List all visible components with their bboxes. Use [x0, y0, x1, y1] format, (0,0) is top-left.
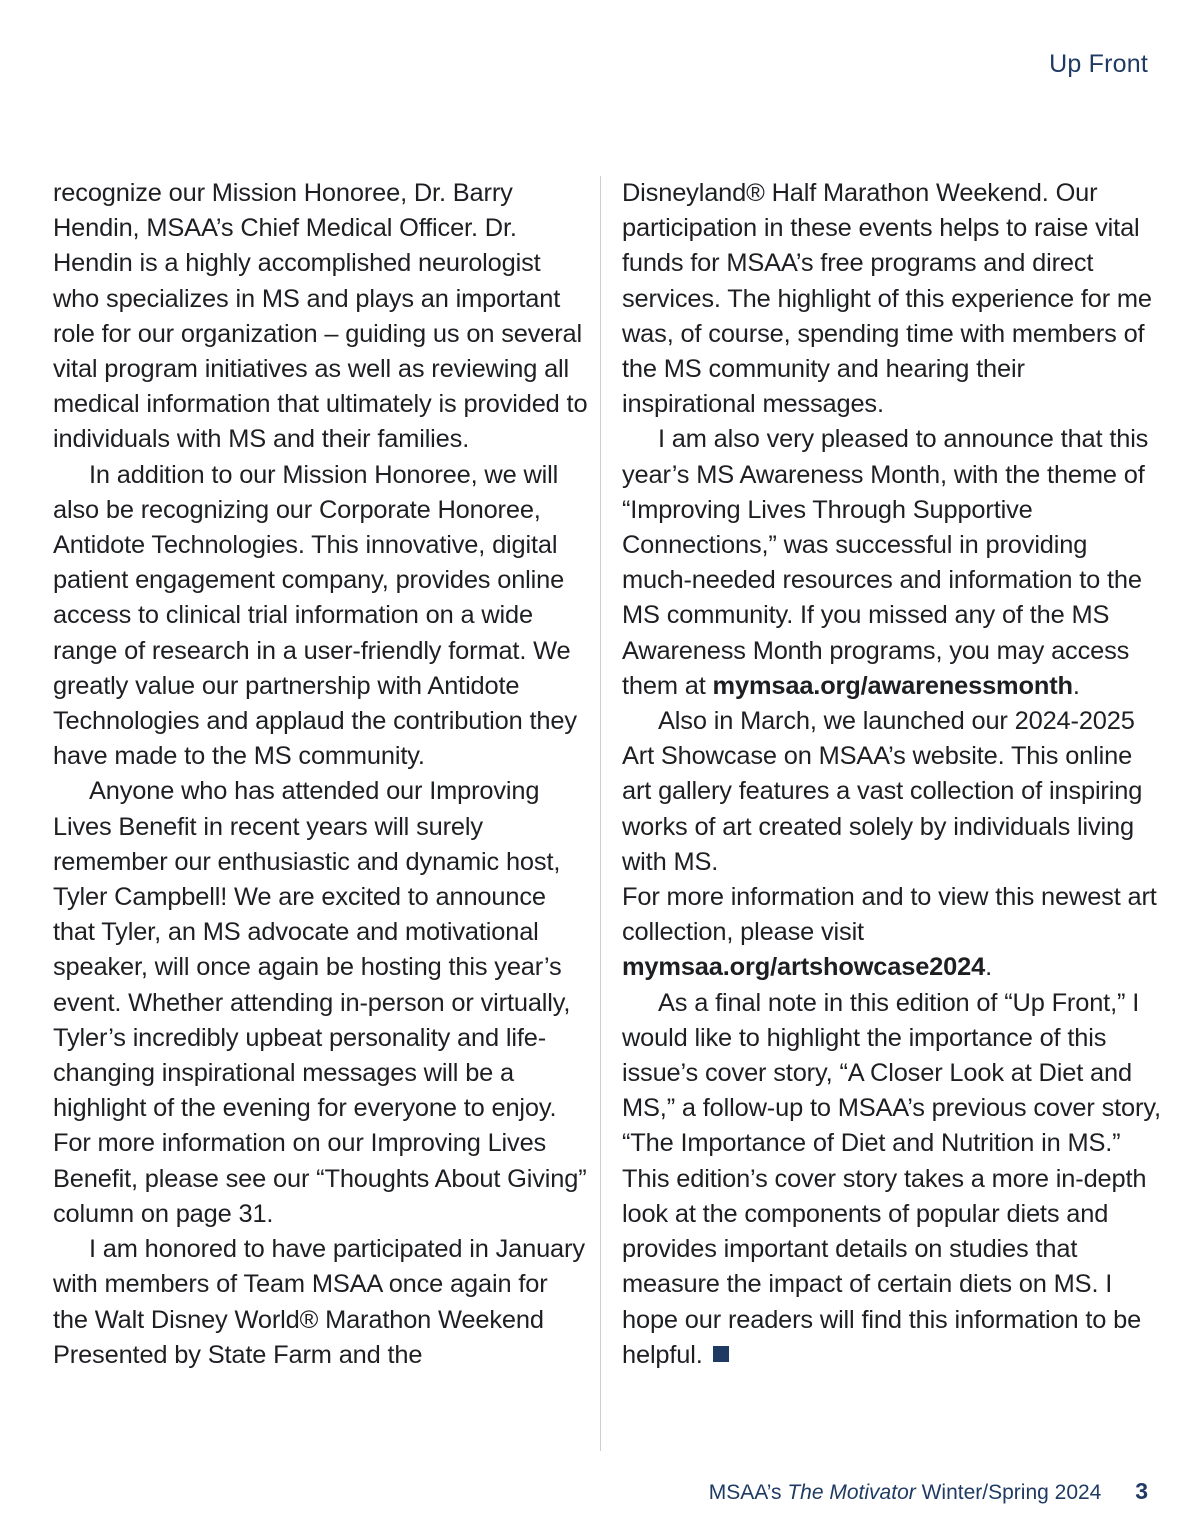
left-column [53, 176, 589, 1373]
paragraph [622, 986, 1162, 1373]
right-column [622, 176, 1162, 1373]
paragraph: Also in March, we launched our 2024-2025 Art Showcase on MSAA’s website. This online art gallery features a vast collection of inspiring works of art created solely by individuals living with MS. [622, 707, 1143, 876]
paragraph: For more information and to view this newest art collection, please visit mymsaa.org/artshowcase2024. [622, 883, 1157, 982]
paragraph: Disneyland® Half Marathon Weekend. Our participation in these events helps to raise vital funds for MSAA’s free programs and direct services. The highlight of this experience for me was, of course, spending time with members of the MS community and hearing their inspirational messages. [622, 179, 1152, 419]
art-showcase-link[interactable]: mymsaa.org/artshowcase2024 [622, 953, 986, 982]
paragraph-text: For more information and to view this newest art collection, please visit [622, 883, 1157, 947]
footer-prefix: MSAA’s [708, 1481, 782, 1504]
section-label: Up Front [1049, 50, 1148, 78]
paragraph: recognize our Mission Honoree, Dr. Barry Hendin, MSAA’s Chief Medical Officer. Dr. Hendin is a highly accomplished neurologist who specializes in MS and plays an important role for our organization – guiding us on several vital program initiatives as well as reviewing all medical information that ultimately is provided to individuals with MS and their families. [53, 179, 588, 454]
publication-title: The Motivator [787, 1481, 916, 1504]
issue-label: Winter/Spring 2024 [921, 1481, 1102, 1504]
column-divider [600, 176, 601, 1451]
paragraph: In addition to our Mission Honoree, we will also be recognizing our Corporate Honoree, Antidote Technologies. This innovative, digital patient engagement company, provides online access to clinical trial information on a wide range of research in a user-friendly format. We greatly value our partnership with Antidote Technologies and applaud the contribution they have made to the MS community. [53, 460, 577, 771]
page-number: 3 [1135, 1478, 1148, 1504]
paragraph: Anyone who has attended our Improving Lives Benefit in recent years will surely remember our enthusiastic and dynamic host, Tyler Campbell! We are excited to announce that Tyler, an MS advocate and motivational speaker, will once again be hosting this year’s event. Whether attending in-person or virtually, Tyler’s incredibly upbeat personality and life-changing inspirational messages will be a highlight of the evening for everyone to enjoy. For more information on our Improving Lives Benefit, please see our “Thoughts About Giving” column on page 31. [53, 777, 587, 1228]
paragraph: I am also very pleased to announce that this year’s MS Awareness Month, with the theme of “Improving Lives Through Supportive Connections,” was successful in providing much-needed resources and information to the MS community. If you missed any of the MS Awareness Month programs, you may access them at mymsaa.org/awarenessmonth. [622, 425, 1149, 700]
awareness-month-link[interactable]: mymsaa.org/awarenessmonth [712, 671, 1073, 700]
paragraph-text: As a final note in this edition of “Up Front,” I would like to highlight the importance of this issue’s cover story, “A Closer Look at Diet and MS,” a follow-up to MSAA’s previous cover story, “The Importance of Diet and Nutrition in MS.” This edition’s cover story takes a more in-depth look at the components of popular diets and provides important details on studies that measure the impact of certain diets on MS. I hope our readers will find this information to be helpful. [622, 988, 1161, 1369]
end-of-article-icon [713, 1346, 729, 1362]
paragraph-text: I am also very pleased to announce that this year’s MS Awareness Month, with the theme of “Improving Lives Through Supportive Connections,” was successful in providing much-needed resources and information to the MS community. If you missed any of the MS Awareness Month programs, you may access them at [622, 425, 1149, 700]
paragraph: I am honored to have participated in January with members of Team MSAA once again for the Walt Disney World® Marathon Weekend Presented by State Farm and the [53, 1235, 585, 1369]
page-footer [709, 1478, 1148, 1505]
